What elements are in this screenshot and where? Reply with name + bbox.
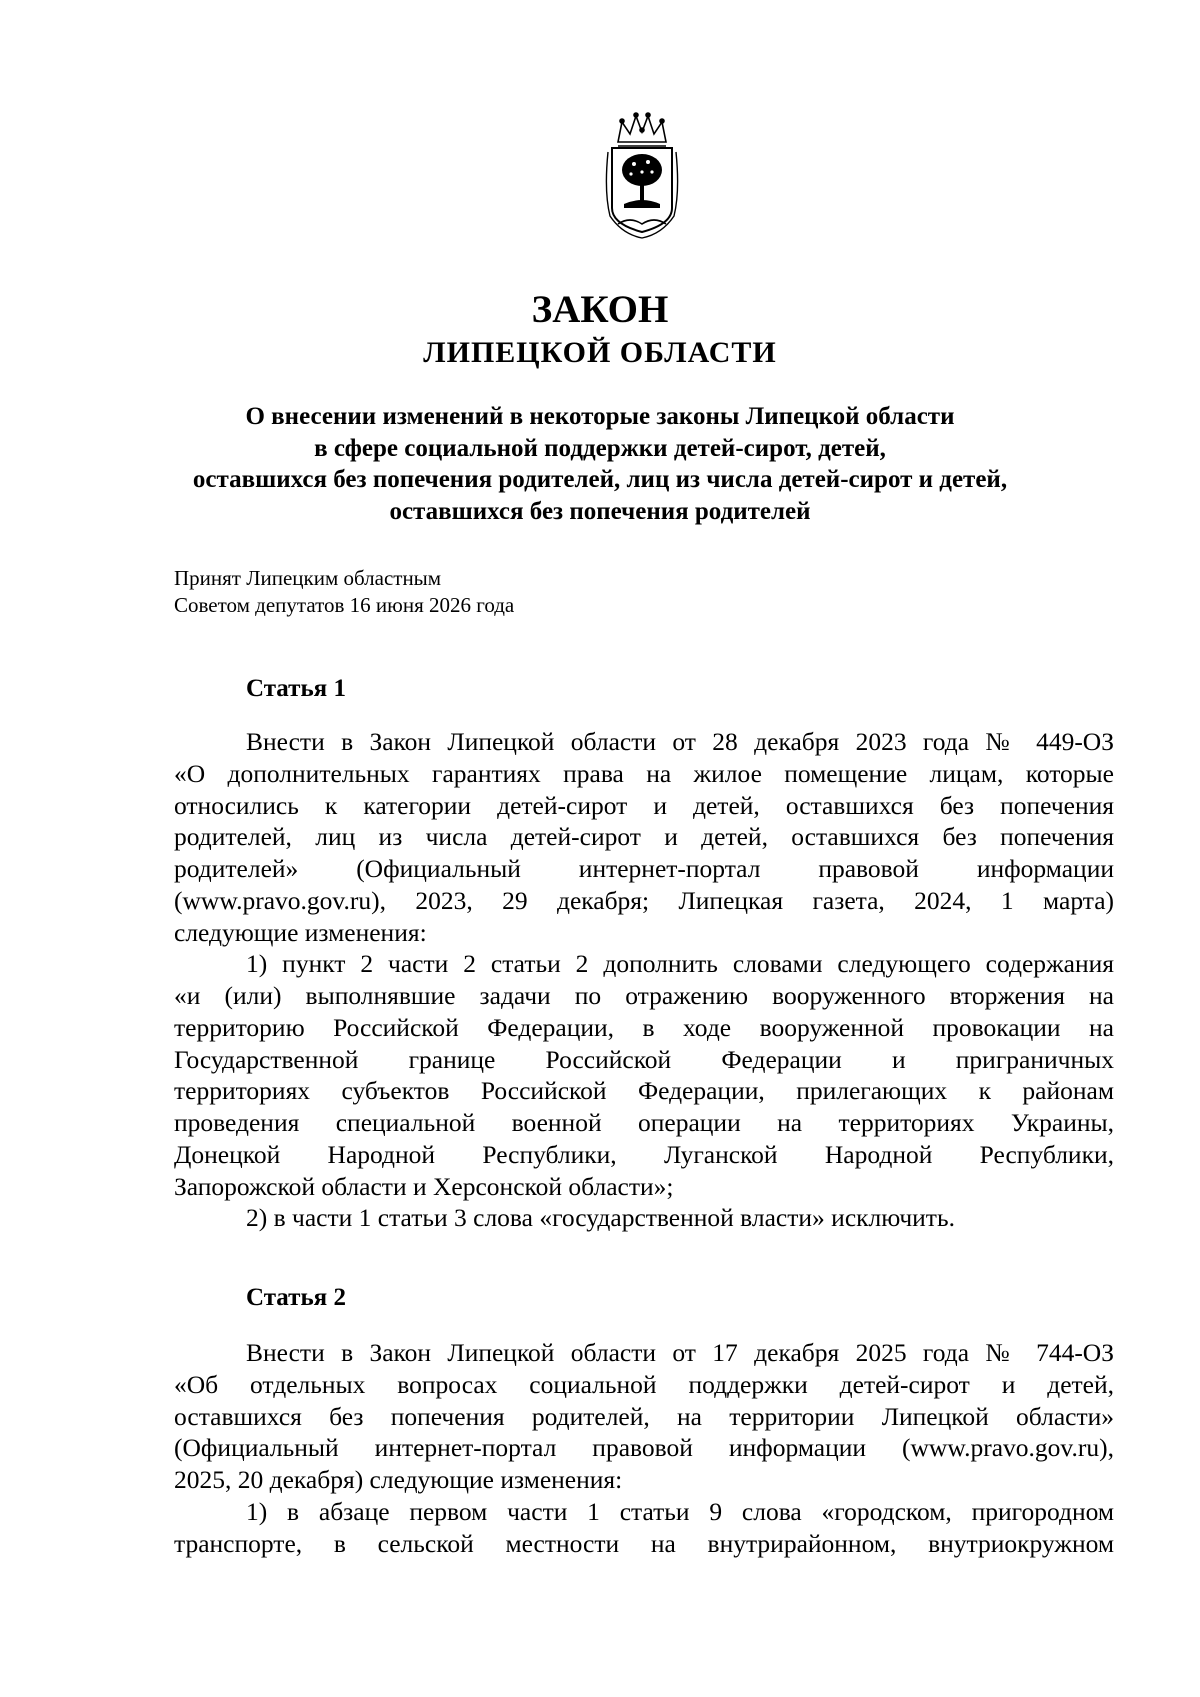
article-heading: Статья 1 bbox=[246, 675, 346, 702]
adoption-note bbox=[174, 565, 514, 619]
adoption-line: Советом депутатов 16 июня 2026 года bbox=[174, 593, 515, 617]
article-1-text bbox=[174, 726, 1114, 1234]
subject-line: оставшихся без попечения родителей bbox=[389, 497, 811, 525]
text-line: следующие изменения: bbox=[174, 917, 427, 947]
coat-of-arms-icon bbox=[598, 112, 686, 242]
document-region: ЛИПЕЦКОЙ ОБЛАСТИ bbox=[423, 336, 777, 369]
text-line: Внести в Закон Липецкой области от 28 декабря 2023 года № 449-ОЗ bbox=[246, 727, 1114, 756]
text-line: Запорожской области и Херсонской области»; bbox=[174, 1171, 674, 1201]
text-line: «и (или) выполнявшие задачи по отражению вооруженного вторжения на bbox=[174, 981, 1114, 1010]
text-line: «Об отдельных вопросах социальной поддержки детей-сирот и детей, bbox=[174, 1369, 1114, 1399]
text-line: Донецкой Народной Республики, Луганской Народной Республики, bbox=[174, 1139, 1114, 1169]
text-line: (www.pravo.gov.ru), 2023, 29 декабря; Липецкая газета, 2024, 1 марта) bbox=[174, 885, 1114, 915]
text-line: транспорте, в сельской местности на внутрирайонном, внутриокружном bbox=[174, 1528, 1114, 1558]
text-line: Государственной границе Российской Федерации и приграничных bbox=[174, 1044, 1114, 1074]
subject-line: оставшихся без попечения родителей, лиц из числа детей-сирот и детей, bbox=[192, 466, 1008, 493]
text-line: «О дополнительных гарантиях права на жилое помещение лицам, которые bbox=[174, 758, 1114, 788]
text-line: относились к категории детей-сирот и детей, оставшихся без попечения bbox=[174, 790, 1114, 820]
text-line: 1) в абзаце первом части 1 статьи 9 слова «городском, пригородном bbox=[246, 1496, 1114, 1526]
subject-line: О внесении изменений в некоторые законы Липецкой области bbox=[245, 403, 955, 430]
text-line: 2) в части 1 статьи 3 слова «государственной власти» исключить. bbox=[246, 1203, 955, 1233]
subject-line: в сфере социальной поддержки детей-сирот, детей, bbox=[314, 434, 886, 462]
text-line: территорию Российской Федерации, в ходе вооруженной провокации на bbox=[174, 1012, 1114, 1042]
adoption-line: Принят Липецким областным bbox=[174, 566, 442, 590]
text-line: родителей, лиц из числа детей-сирот и детей, оставшихся без попечения bbox=[174, 822, 1114, 852]
text-line: оставшихся без попечения родителей, на территории Липецкой области» bbox=[174, 1401, 1114, 1431]
text-line: 2025, 20 декабря) следующие изменения: bbox=[174, 1465, 623, 1494]
article-heading: Статья 2 bbox=[246, 1284, 346, 1311]
text-line: родителей» (Официальный интернет-портал правовой информации bbox=[174, 854, 1114, 883]
law-subject bbox=[130, 401, 1070, 527]
text-line: территориях субъектов Российской Федерации, прилегающих к районам bbox=[174, 1076, 1114, 1106]
text-line: Внести в Закон Липецкой области от 17 декабря 2025 года № 744-ОЗ bbox=[246, 1338, 1114, 1367]
text-line: проведения специальной военной операции на территориях Украины, bbox=[174, 1108, 1114, 1137]
article-2-text bbox=[174, 1337, 1114, 1559]
text-line: (Официальный интернет-портал правовой информации (www.pravo.gov.ru), bbox=[174, 1433, 1114, 1463]
document-title: ЗАКОН bbox=[531, 288, 669, 331]
text-line: 1) пункт 2 части 2 статьи 2 дополнить словами следующего содержания bbox=[246, 949, 1114, 979]
